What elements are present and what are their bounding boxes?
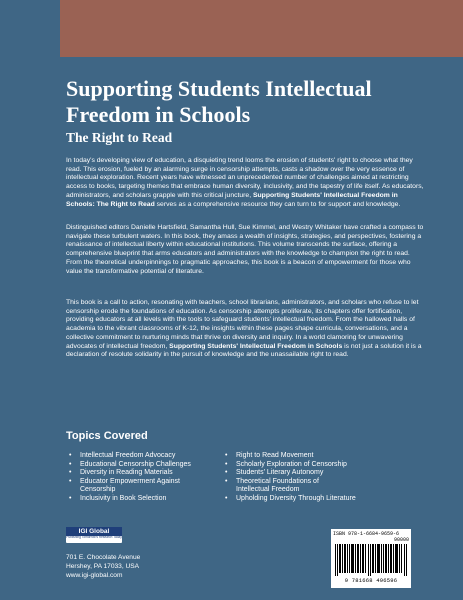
publisher-logo <box>66 527 122 543</box>
address-line-2: Hershey, PA 17033, USA <box>66 563 140 570</box>
bullet-icon: • <box>69 460 72 468</box>
isbn-label: ISBN 978-1-6684-9659-6 <box>333 531 400 537</box>
list-item: • Diversity in Reading Materials <box>69 469 173 477</box>
bullet-icon: • <box>225 494 228 502</box>
bullet-icon: • <box>69 469 72 477</box>
isbn-digits: 9 781668 496596 <box>344 577 398 584</box>
list-item: • Educational Censorship Challenges <box>69 460 191 468</box>
bullet-icon: • <box>225 477 228 485</box>
list-item: • Scholarly Exploration of Censorship <box>225 460 347 468</box>
topics-list-right <box>222 452 422 504</box>
cover-top-block <box>60 0 463 57</box>
list-item: • Theoretical Foundations of Intellectual Freedom <box>225 477 319 494</box>
bullet-icon: • <box>225 469 228 477</box>
list-item: • Upholding Diversity Through Literature <box>225 494 356 502</box>
bullet-icon: • <box>69 452 72 459</box>
topics-heading: Topics Covered <box>66 430 148 442</box>
list-item: • Right to Read Movement <box>225 452 314 459</box>
publisher-address <box>66 553 140 580</box>
list-item: • Educator Empowerment Against Censorship <box>69 477 180 494</box>
address-line-1: 701 E. Chocolate Avenue <box>66 554 141 561</box>
publisher-website: www.igi-global.com <box>66 572 123 579</box>
topics-list-left <box>66 452 226 504</box>
book-subtitle: The Right to Read <box>66 130 173 145</box>
bullet-icon: • <box>69 477 72 485</box>
description-paragraph-3: This book is a call to action, resonating with teachers, school librarians, administrators, and scholars who refuse to let censorship erode the foundations of education. As censorship attempts proliferate, its chapters offer fortification, providing educators at all levels with the tools to safeguard students' intellectual freedom. From the hallowed halls of academia to the vibrant classrooms of K-12, the insights within these pages shape curricula, conversations, and a collective commitment to nurturing minds that thrive on diversity and inquiry. In a world clamoring for unwavering advocates of intellectual freedom, Supporting Students' Intellectual Freedom in Schools is not just a solution it is a declaration of resolute solidarity in the pursuit of knowledge and the unassailable right to read. <box>66 299 422 359</box>
logo-tagline: Publishing Tomorrow's Research Today <box>66 535 122 539</box>
barcode-icon <box>335 544 407 576</box>
description-paragraph-1: In today's developing view of education, a disquieting trend looms the erosion of students' right to choose what they read. This erosion, fueled by an alarming surge in censorship attempts, casts a shadow over the very essence of intellectual exploration. Recent years have witnessed an unprecedented number of challenges aimed at restricting access to books, targeting themes that embrace human diversity, inclusivity, and the tapestry of life itself. As educators, administrators, and scholars grapple with this critical juncture, Supporting Students' Intellectual Freedom in Schools: The Right to Read serves as a comprehensive resource they can turn to for support and knowledge. <box>66 157 424 208</box>
list-item: • Students' Literary Autonomy <box>225 469 324 477</box>
bullet-icon: • <box>69 494 72 502</box>
bullet-icon: • <box>225 460 228 468</box>
logo-name: IGI Global <box>66 527 122 536</box>
book-title: Supporting Students Intellectual Freedom in Schools <box>66 76 372 127</box>
bullet-icon: • <box>225 452 228 459</box>
description-paragraph-2: Distinguished editors Danielle Hartsfield, Samantha Hull, Sue Kimmel, and Westry Whitaker have crafted a compass to navigate these turbulent waters. In this book, they amass a wealth of insights, strategies, and perspectives, fostering a renaissance of intellectual liberty within educational institutions. This volume transcends the surface, offering a comprehensive blueprint that arms educators and administrators with the knowledge to champion the right to read. From the theoretical underpinnings to pragmatic approaches, this book is a beacon of empowerment for those who value the transformative potential of literature. <box>66 224 424 275</box>
barcode-box <box>331 529 411 588</box>
list-item: • Intellectual Freedom Advocacy <box>69 452 176 459</box>
list-item: • Inclusivity in Book Selection <box>69 494 167 502</box>
price-code: 90000 <box>393 537 409 543</box>
